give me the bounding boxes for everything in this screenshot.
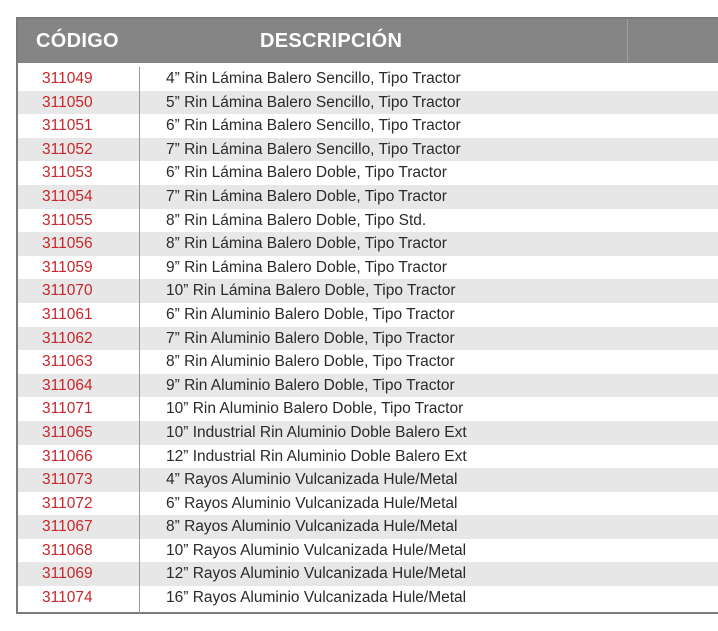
table-header <box>18 19 718 63</box>
product-code: 311064 <box>42 376 93 394</box>
product-code: 311065 <box>42 423 93 441</box>
product-description: 4” Rayos Aluminio Vulcanizada Hule/Metal <box>166 471 458 489</box>
product-code: 311072 <box>42 494 93 512</box>
product-description: 4” Rin Lámina Balero Sencillo, Tipo Tractor <box>166 70 461 87</box>
product-description: 7” Rin Lámina Balero Sencillo, Tipo Tractor <box>166 140 461 158</box>
product-code: 311071 <box>42 400 93 418</box>
product-description: 5” Rin Lámina Balero Sencillo, Tipo Tractor <box>166 93 461 111</box>
table-row <box>18 138 718 162</box>
table-row <box>18 586 718 610</box>
table-row <box>18 303 718 327</box>
table-row <box>18 67 718 91</box>
product-code: 311073 <box>42 471 93 489</box>
product-description: 6” Rin Aluminio Balero Doble, Tipo Tractor <box>166 305 455 323</box>
product-code: 311074 <box>42 589 93 607</box>
product-description: 9” Rin Aluminio Balero Doble, Tipo Tractor <box>166 376 455 394</box>
product-description: 7” Rin Lámina Balero Doble, Tipo Tractor <box>166 187 447 205</box>
table-row <box>18 492 718 516</box>
product-code: 311066 <box>42 447 93 465</box>
product-code: 311053 <box>42 164 93 182</box>
table-row <box>18 562 718 586</box>
column-divider <box>139 67 140 614</box>
product-code: 311070 <box>42 282 93 300</box>
product-code: 311067 <box>42 518 93 536</box>
product-description: 12” Industrial Rin Aluminio Doble Balero Ext <box>166 447 467 465</box>
product-description: 7” Rin Aluminio Balero Doble, Tipo Tractor <box>166 329 455 347</box>
product-code: 311059 <box>42 258 93 276</box>
product-description: 6” Rayos Aluminio Vulcanizada Hule/Metal <box>166 494 458 512</box>
table-row <box>18 327 718 351</box>
product-description: 10” Rayos Aluminio Vulcanizada Hule/Metal <box>166 541 467 559</box>
table-row <box>18 232 718 256</box>
table-row <box>18 539 718 563</box>
product-description: 6” Rin Lámina Balero Doble, Tipo Tractor <box>166 164 447 182</box>
product-code: 311052 <box>42 140 93 158</box>
table-row <box>18 350 718 374</box>
table-row <box>18 421 718 445</box>
product-description: 8” Rayos Aluminio Vulcanizada Hule/Metal <box>166 518 458 536</box>
product-code: 311062 <box>42 329 93 347</box>
header-description: DESCRIPCIÓN <box>260 30 403 52</box>
table-row <box>18 256 718 280</box>
product-description: 10” Industrial Rin Aluminio Doble Balero Ext <box>166 423 467 441</box>
product-description: 8” Rin Lámina Balero Doble, Tipo Tractor <box>166 235 447 253</box>
product-code: 311049 <box>42 70 93 87</box>
product-code: 311055 <box>42 211 93 229</box>
product-code: 311063 <box>42 353 93 371</box>
table-row <box>18 91 718 115</box>
product-code: 311056 <box>42 235 93 253</box>
product-table <box>16 17 718 614</box>
product-code: 311068 <box>42 541 93 559</box>
product-description: 9” Rin Lámina Balero Doble, Tipo Tractor <box>166 258 447 276</box>
product-description: 16” Rayos Aluminio Vulcanizada Hule/Metal <box>166 589 467 607</box>
product-description: 8” Rin Aluminio Balero Doble, Tipo Tractor <box>166 353 455 371</box>
table-row <box>18 209 718 233</box>
product-description: 10” Rin Aluminio Balero Doble, Tipo Tractor <box>166 400 464 418</box>
product-code: 311050 <box>42 93 93 111</box>
table-row <box>18 374 718 398</box>
header-divider <box>627 19 628 63</box>
product-code: 311054 <box>42 187 93 205</box>
table-row <box>18 279 718 303</box>
product-code: 311061 <box>42 305 93 323</box>
table-row <box>18 515 718 539</box>
product-description: 10” Rin Lámina Balero Doble, Tipo Tractor <box>166 282 456 300</box>
table-row <box>18 468 718 492</box>
product-description: 12” Rayos Aluminio Vulcanizada Hule/Metal <box>166 565 467 583</box>
table-row <box>18 397 718 421</box>
table-row <box>18 161 718 185</box>
table-row <box>18 114 718 138</box>
table-body <box>18 67 718 610</box>
product-code: 311051 <box>42 117 93 135</box>
table-row <box>18 445 718 469</box>
product-code: 311069 <box>42 565 93 583</box>
product-description: 8” Rin Lámina Balero Doble, Tipo Std. <box>166 211 427 229</box>
table-row <box>18 185 718 209</box>
product-description: 6” Rin Lámina Balero Sencillo, Tipo Tractor <box>166 117 461 135</box>
header-code: CÓDIGO <box>36 30 119 52</box>
